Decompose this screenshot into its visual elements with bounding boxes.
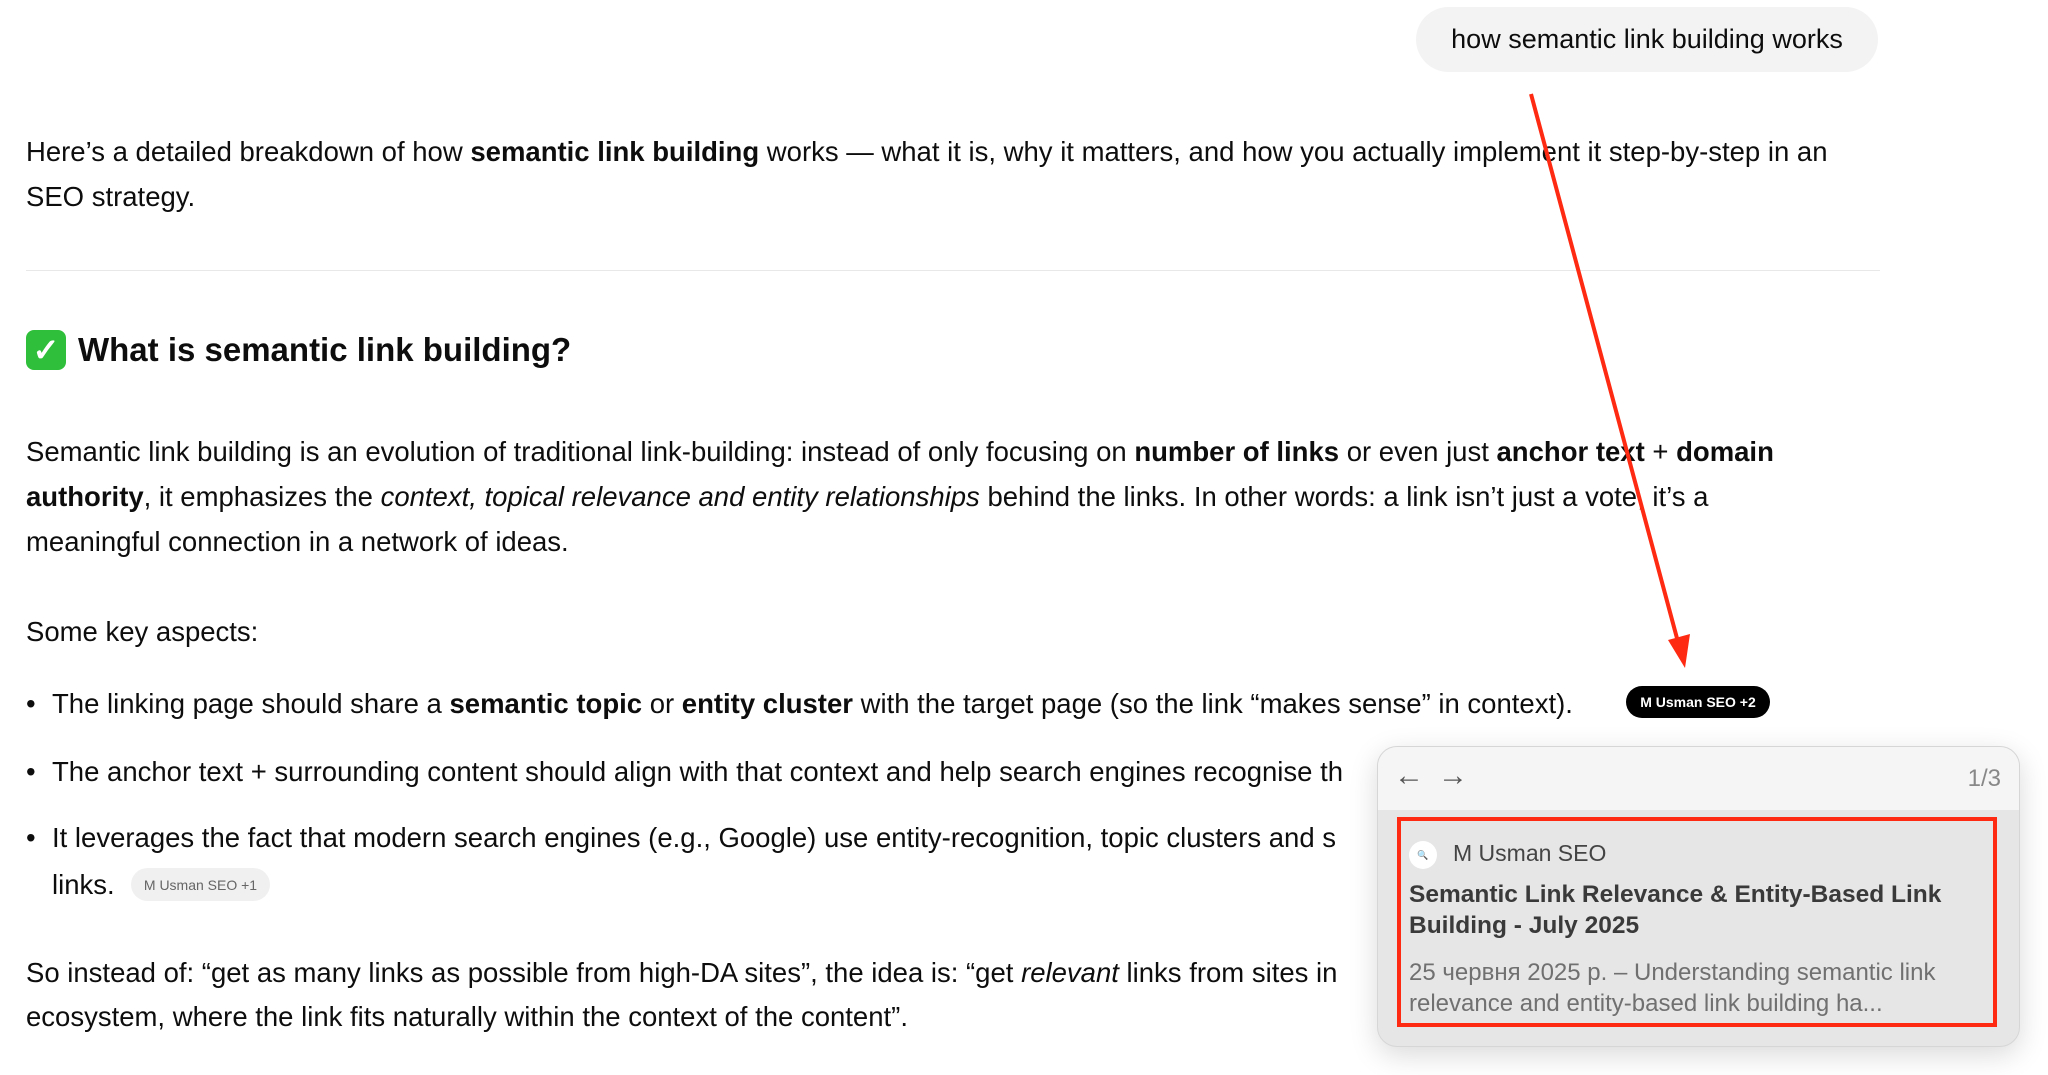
bullet-dot: •	[26, 688, 36, 719]
bullet-3-line-2: links.	[52, 869, 115, 900]
citation-popup	[1377, 746, 2020, 1047]
source-name: M Usman SEO	[1453, 840, 1607, 866]
heading-text: What is semantic link building?	[78, 331, 572, 368]
bullet-dot: •	[26, 756, 36, 787]
intro-line-1: Here’s a detailed breakdown of how semantic link building works — what it is, why it matters, and how you actually implement it step-by-step in an	[26, 136, 1828, 167]
intro-line-2: SEO strategy.	[26, 181, 196, 212]
bullet-1: The linking page should share a semantic topic or entity cluster with the target page (so the link “makes sense” in context).	[52, 688, 1573, 719]
source-favicon-icon: 🔍	[1409, 841, 1437, 869]
source-snippet: 25 червня 2025 р. – Understanding semantic link relevance and entity-based link building ha...	[1409, 959, 1936, 1017]
popup-header	[1378, 747, 2019, 810]
page-count: 1/3	[1967, 765, 2001, 792]
bullet-dot: •	[26, 822, 36, 853]
arrow-right-icon[interactable]: →	[1438, 759, 1468, 792]
para-line-2: authority, it emphasizes the context, topical relevance and entity relationships behind the links. In other words: a link isn’t just a vote, it’s a	[26, 481, 1709, 512]
final-line-1: So instead of: “get as many links as possible from high-DA sites”, the idea is: “get relevant links from sites in	[26, 957, 1338, 988]
para-line-1: Semantic link building is an evolution of traditional link-building: instead of only focusing on number of links or even just anchor text + domain	[26, 436, 1774, 467]
para-line-3: meaningful connection in a network of ideas.	[26, 526, 569, 557]
source-card[interactable]	[1397, 817, 1997, 1027]
bullet-2: The anchor text + surrounding content should align with that context and help search engines recognise th	[52, 756, 1344, 787]
arrow-left-icon[interactable]: ←	[1394, 759, 1424, 792]
citation-badge[interactable]: M Usman SEO +1	[131, 868, 270, 901]
bullet-3-line-1: It leverages the fact that modern search engines (e.g., Google) use entity-recognition, topic clusters and s	[52, 822, 1337, 853]
check-mark-icon: ✓	[26, 330, 66, 370]
source-title[interactable]: Semantic Link Relevance & Entity-Based Link Building - July 2025	[1409, 881, 1942, 939]
citation-badge[interactable]: M Usman SEO +2	[1626, 686, 1770, 718]
user-query-bubble: how semantic link building works	[1416, 7, 1878, 72]
final-line-2: ecosystem, where the link fits naturally within the context of the content”.	[26, 1001, 908, 1032]
aspects-label: Some key aspects:	[26, 616, 259, 647]
